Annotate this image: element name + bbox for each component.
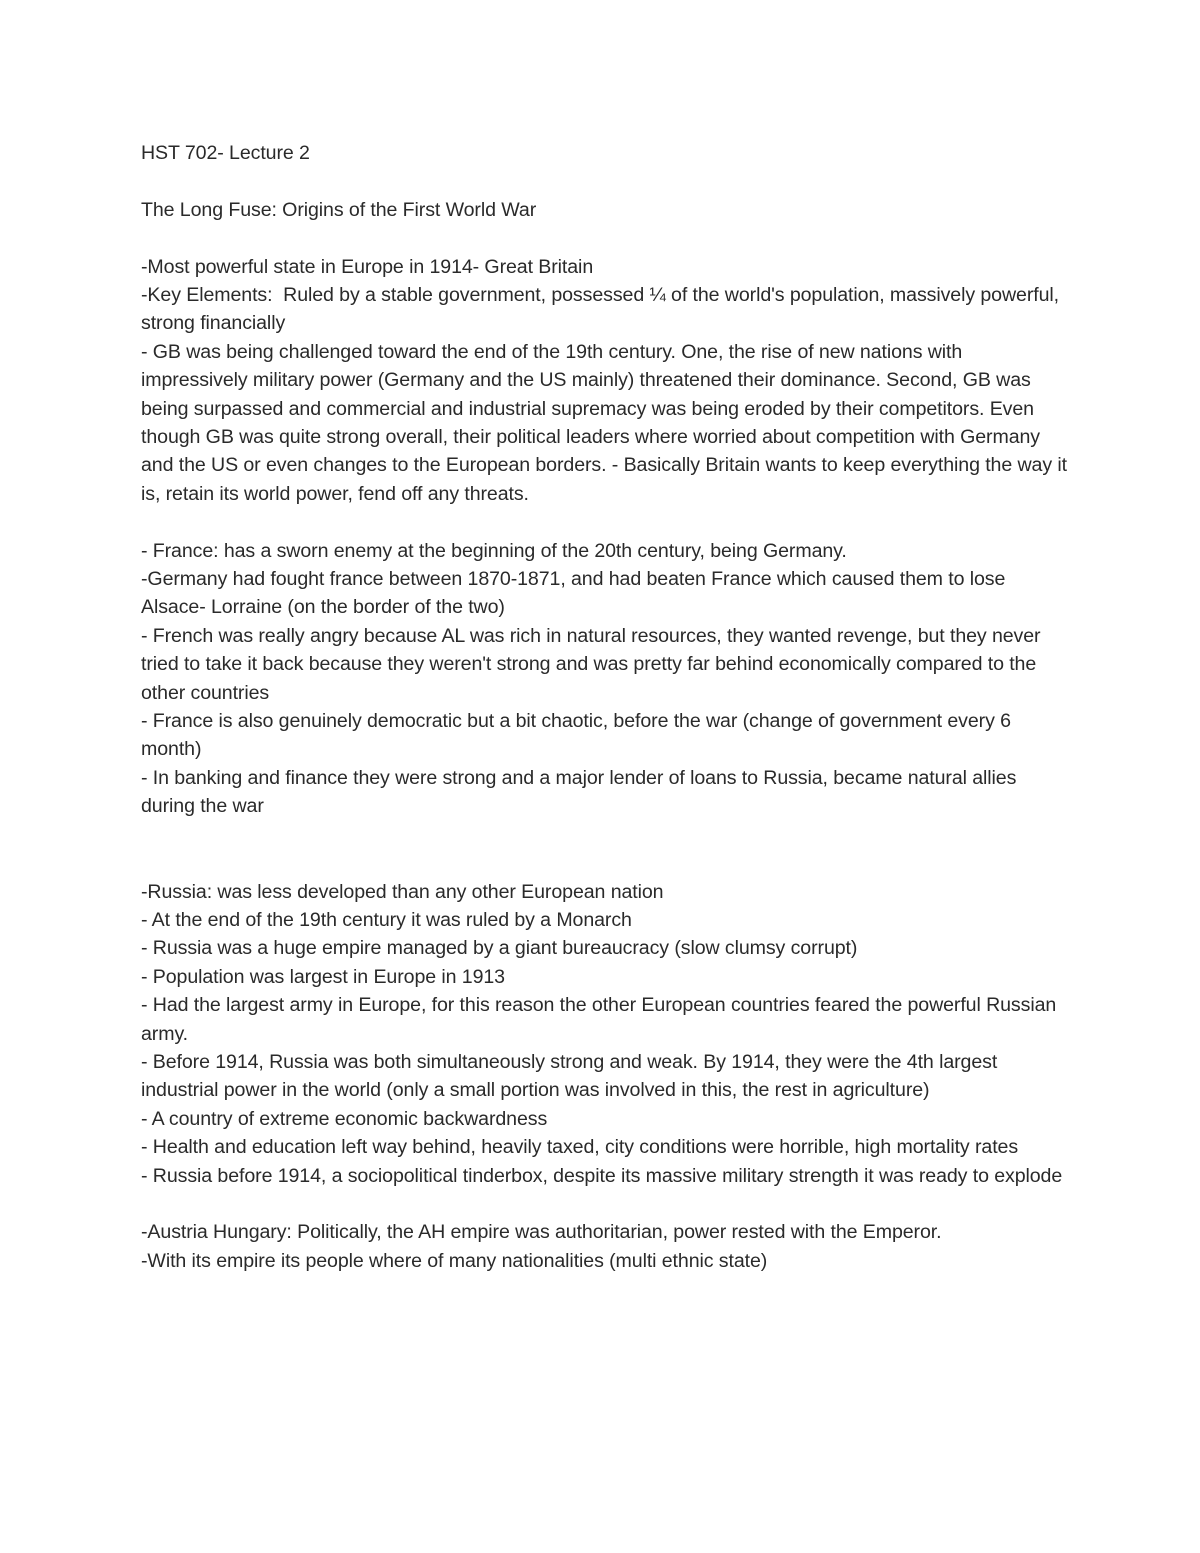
russia-line-6: - Before 1914, Russia was both simultaneously strong and weak. By 1914, they were the 4th largest industrial power in the world (only a small portion was involved in this, the rest in agriculture)	[141, 1050, 1003, 1102]
section-france	[141, 537, 1071, 821]
spacer	[141, 821, 1071, 878]
britain-line-3: - GB was being challenged toward the end of the 19th century. One, the rise of new nations with impressively military power (Germany and the US mainly) threatened their dominance. Second, GB was being surpassed and commercial and industrial supremacy was being eroded by their competitors. Even though GB was quite strong overall, their political leaders where worried about competition with Germany and the US or even changes to the European borders. - Basically Britain wants to keep everything the way it is, retain its world power, fend off any threats.	[141, 340, 1073, 505]
russia-line-7: - A country of extreme economic backwardness	[141, 1107, 548, 1130]
france-line-2: -Germany had fought france between 1870-1871, and had beaten France which caused them to lose Alsace- Lorraine (on the border of the two)	[141, 568, 1010, 619]
section-russia	[141, 878, 1071, 1190]
france-line-5: - In banking and finance they were strong and a major lender of loans to Russia, became natural allies during the war	[141, 766, 1022, 818]
spacer	[141, 224, 1071, 252]
russia-line-2: - At the end of the 19th century it was ruled by a Monarch	[141, 908, 632, 931]
austria-line-1: -Austria Hungary: Politically, the AH empire was authoritarian, power rested with the Emperor.	[141, 1221, 942, 1244]
britain-line-1: -Most powerful state in Europe in 1914- Great Britain	[141, 255, 594, 278]
spacer	[141, 1190, 1071, 1218]
document-subtitle: The Long Fuse: Origins of the First World War	[141, 198, 537, 221]
russia-line-4: - Population was largest in Europe in 1913	[141, 965, 505, 988]
france-line-4: - France is also genuinely democratic but a bit chaotic, before the war (change of government every 6 month)	[141, 710, 1017, 761]
russia-line-9: - Russia before 1914, a sociopolitical tinderbox, despite its massive military strength it was ready to explode	[141, 1164, 1063, 1187]
russia-line-8: - Health and education left way behind, heavily taxed, city conditions were horrible, high mortality rates	[141, 1136, 1019, 1159]
britain-line-2: -Key Elements: Ruled by a stable government, possessed ¼ of the world's population, massively powerful, strong financially	[141, 284, 1065, 335]
section-austria-hungary	[141, 1218, 1071, 1275]
russia-line-3: - Russia was a huge empire managed by a giant bureaucracy (slow clumsy corrupt)	[141, 937, 858, 960]
france-line-3: - French was really angry because AL was rich in natural resources, they wanted revenge, but they never tried to take it back because they weren't strong and was pretty far behind economically compared to the other countries	[141, 624, 1046, 704]
russia-line-5: - Had the largest army in Europe, for this reason the other European countries feared the powerful Russian army.	[141, 994, 1062, 1045]
document-heading: HST 702- Lecture 2	[141, 142, 310, 164]
spacer	[141, 508, 1071, 536]
document-body	[141, 139, 1071, 1275]
france-line-1: - France: has a sworn enemy at the beginning of the 20th century, being Germany.	[141, 539, 847, 562]
austria-line-2: -With its empire its people where of many nationalities (multi ethnic state)	[141, 1249, 768, 1272]
section-britain	[141, 253, 1071, 509]
spacer	[141, 167, 1071, 195]
russia-line-1: -Russia: was less developed than any other European nation	[141, 880, 664, 903]
